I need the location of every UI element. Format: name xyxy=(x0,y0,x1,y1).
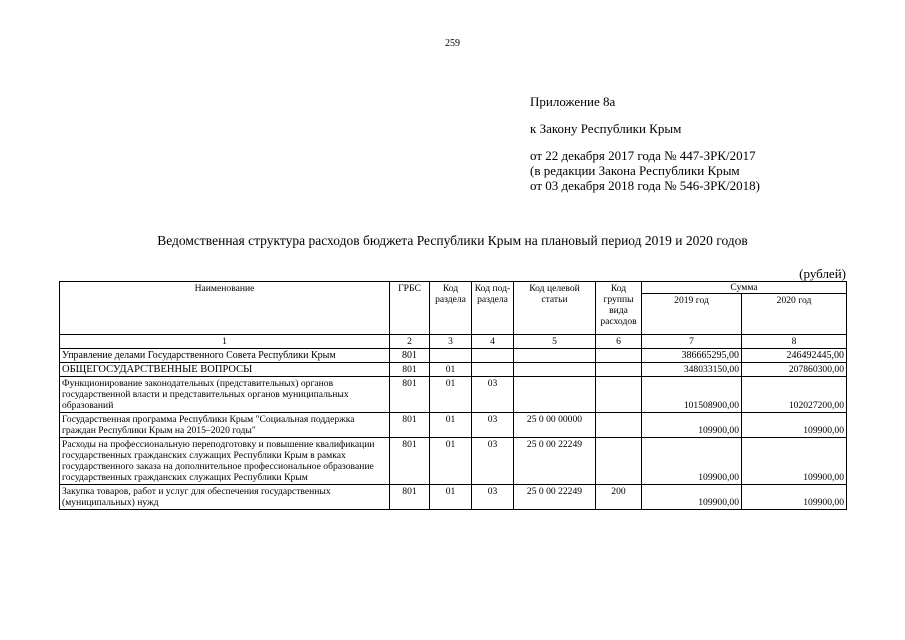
row-target xyxy=(514,363,596,377)
row-sum-2019: 109900,00 xyxy=(642,413,742,438)
appendix-line-2: к Закону Республики Крым xyxy=(530,121,682,136)
row-grbs: 801 xyxy=(390,349,430,363)
row-section: 01 xyxy=(430,485,472,510)
header-group: Код группы вида расходов xyxy=(596,282,642,335)
row-subsection: 03 xyxy=(472,377,514,413)
currency-unit: (рублей) xyxy=(799,266,846,281)
appendix-line-3: от 22 декабря 2017 года № 447-ЗРК/2017 xyxy=(530,148,756,163)
table-row xyxy=(60,349,847,363)
row-subsection: 03 xyxy=(472,485,514,510)
row-subsection: 03 xyxy=(472,413,514,438)
row-sum-2019: 109900,00 xyxy=(642,438,742,485)
column-number: 4 xyxy=(472,335,514,349)
row-section: 01 xyxy=(430,413,472,438)
row-name: Функционирование законодательных (представительных) органов государственной власти и представительных органов муниципальных образований xyxy=(60,377,390,413)
row-target: 25 0 00 22249 xyxy=(514,485,596,510)
header-section: Код раздела xyxy=(430,282,472,335)
column-number: 2 xyxy=(390,335,430,349)
table-row xyxy=(60,438,847,485)
column-number: 6 xyxy=(596,335,642,349)
row-subsection: 03 xyxy=(472,438,514,485)
table-row xyxy=(60,377,847,413)
header-2020: 2020 год xyxy=(742,294,847,335)
row-section: 01 xyxy=(430,377,472,413)
row-subsection xyxy=(472,363,514,377)
row-group xyxy=(596,349,642,363)
column-number: 3 xyxy=(430,335,472,349)
appendix-line-5: от 03 декабря 2018 года № 546-ЗРК/2018) xyxy=(530,178,760,193)
row-sum-2020: 246492445,00 xyxy=(742,349,847,363)
column-number: 7 xyxy=(642,335,742,349)
row-sum-2019: 109900,00 xyxy=(642,485,742,510)
table-row xyxy=(60,413,847,438)
row-sum-2020: 109900,00 xyxy=(742,413,847,438)
header-sum: Сумма xyxy=(642,282,847,294)
row-sum-2019: 386665295,00 xyxy=(642,349,742,363)
row-section: 01 xyxy=(430,363,472,377)
row-sum-2019: 348033150,00 xyxy=(642,363,742,377)
row-sum-2020: 207860300,00 xyxy=(742,363,847,377)
row-sum-2020: 102027200,00 xyxy=(742,377,847,413)
table-row xyxy=(60,363,847,377)
row-sum-2020: 109900,00 xyxy=(742,485,847,510)
row-group xyxy=(596,377,642,413)
row-section: 01 xyxy=(430,438,472,485)
page-number: 259 xyxy=(445,38,460,49)
document-title: Ведомственная структура расходов бюджета Республики Крым на плановый период 2019 и 2020 годов xyxy=(157,233,748,248)
row-name: ОБЩЕГОСУДАРСТВЕННЫЕ ВОПРОСЫ xyxy=(60,363,390,377)
header-subsection: Код под-раздела xyxy=(472,282,514,335)
row-grbs: 801 xyxy=(390,377,430,413)
row-sum-2019: 101508900,00 xyxy=(642,377,742,413)
row-target xyxy=(514,349,596,363)
appendix-line-1: Приложение 8а xyxy=(530,94,616,109)
row-name: Государственная программа Республики Крым "Социальная поддержка граждан Республики Крым на 2015–2020 годы" xyxy=(60,413,390,438)
header-target: Код целевой статьи xyxy=(514,282,596,335)
row-target xyxy=(514,377,596,413)
row-name: Расходы на профессиональную переподготовку и повышение квалификации государственных гражданских служащих Республики Крым в рамках государственного заказа на дополнительное профессиональное образование государственных гражданских служащих Республики Крым xyxy=(60,438,390,485)
appendix-line-4: (в редакции Закона Республики Крым xyxy=(530,163,740,178)
column-number: 8 xyxy=(742,335,847,349)
table-row xyxy=(60,485,847,510)
header-2019: 2019 год xyxy=(642,294,742,335)
row-name: Управление делами Государственного Совета Республики Крым xyxy=(60,349,390,363)
row-name: Закупка товаров, работ и услуг для обеспечения государственных (муниципальных) нужд xyxy=(60,485,390,510)
column-number: 1 xyxy=(60,335,390,349)
row-sum-2020: 109900,00 xyxy=(742,438,847,485)
row-group xyxy=(596,438,642,485)
row-target: 25 0 00 00000 xyxy=(514,413,596,438)
row-grbs: 801 xyxy=(390,438,430,485)
row-section xyxy=(430,349,472,363)
row-grbs: 801 xyxy=(390,363,430,377)
header-name: Наименование xyxy=(60,282,390,335)
column-number: 5 xyxy=(514,335,596,349)
row-group xyxy=(596,413,642,438)
row-subsection xyxy=(472,349,514,363)
row-grbs: 801 xyxy=(390,485,430,510)
budget-table xyxy=(59,281,847,510)
header-grbs: ГРБС xyxy=(390,282,430,335)
row-group xyxy=(596,363,642,377)
row-group: 200 xyxy=(596,485,642,510)
row-target: 25 0 00 22249 xyxy=(514,438,596,485)
row-grbs: 801 xyxy=(390,413,430,438)
